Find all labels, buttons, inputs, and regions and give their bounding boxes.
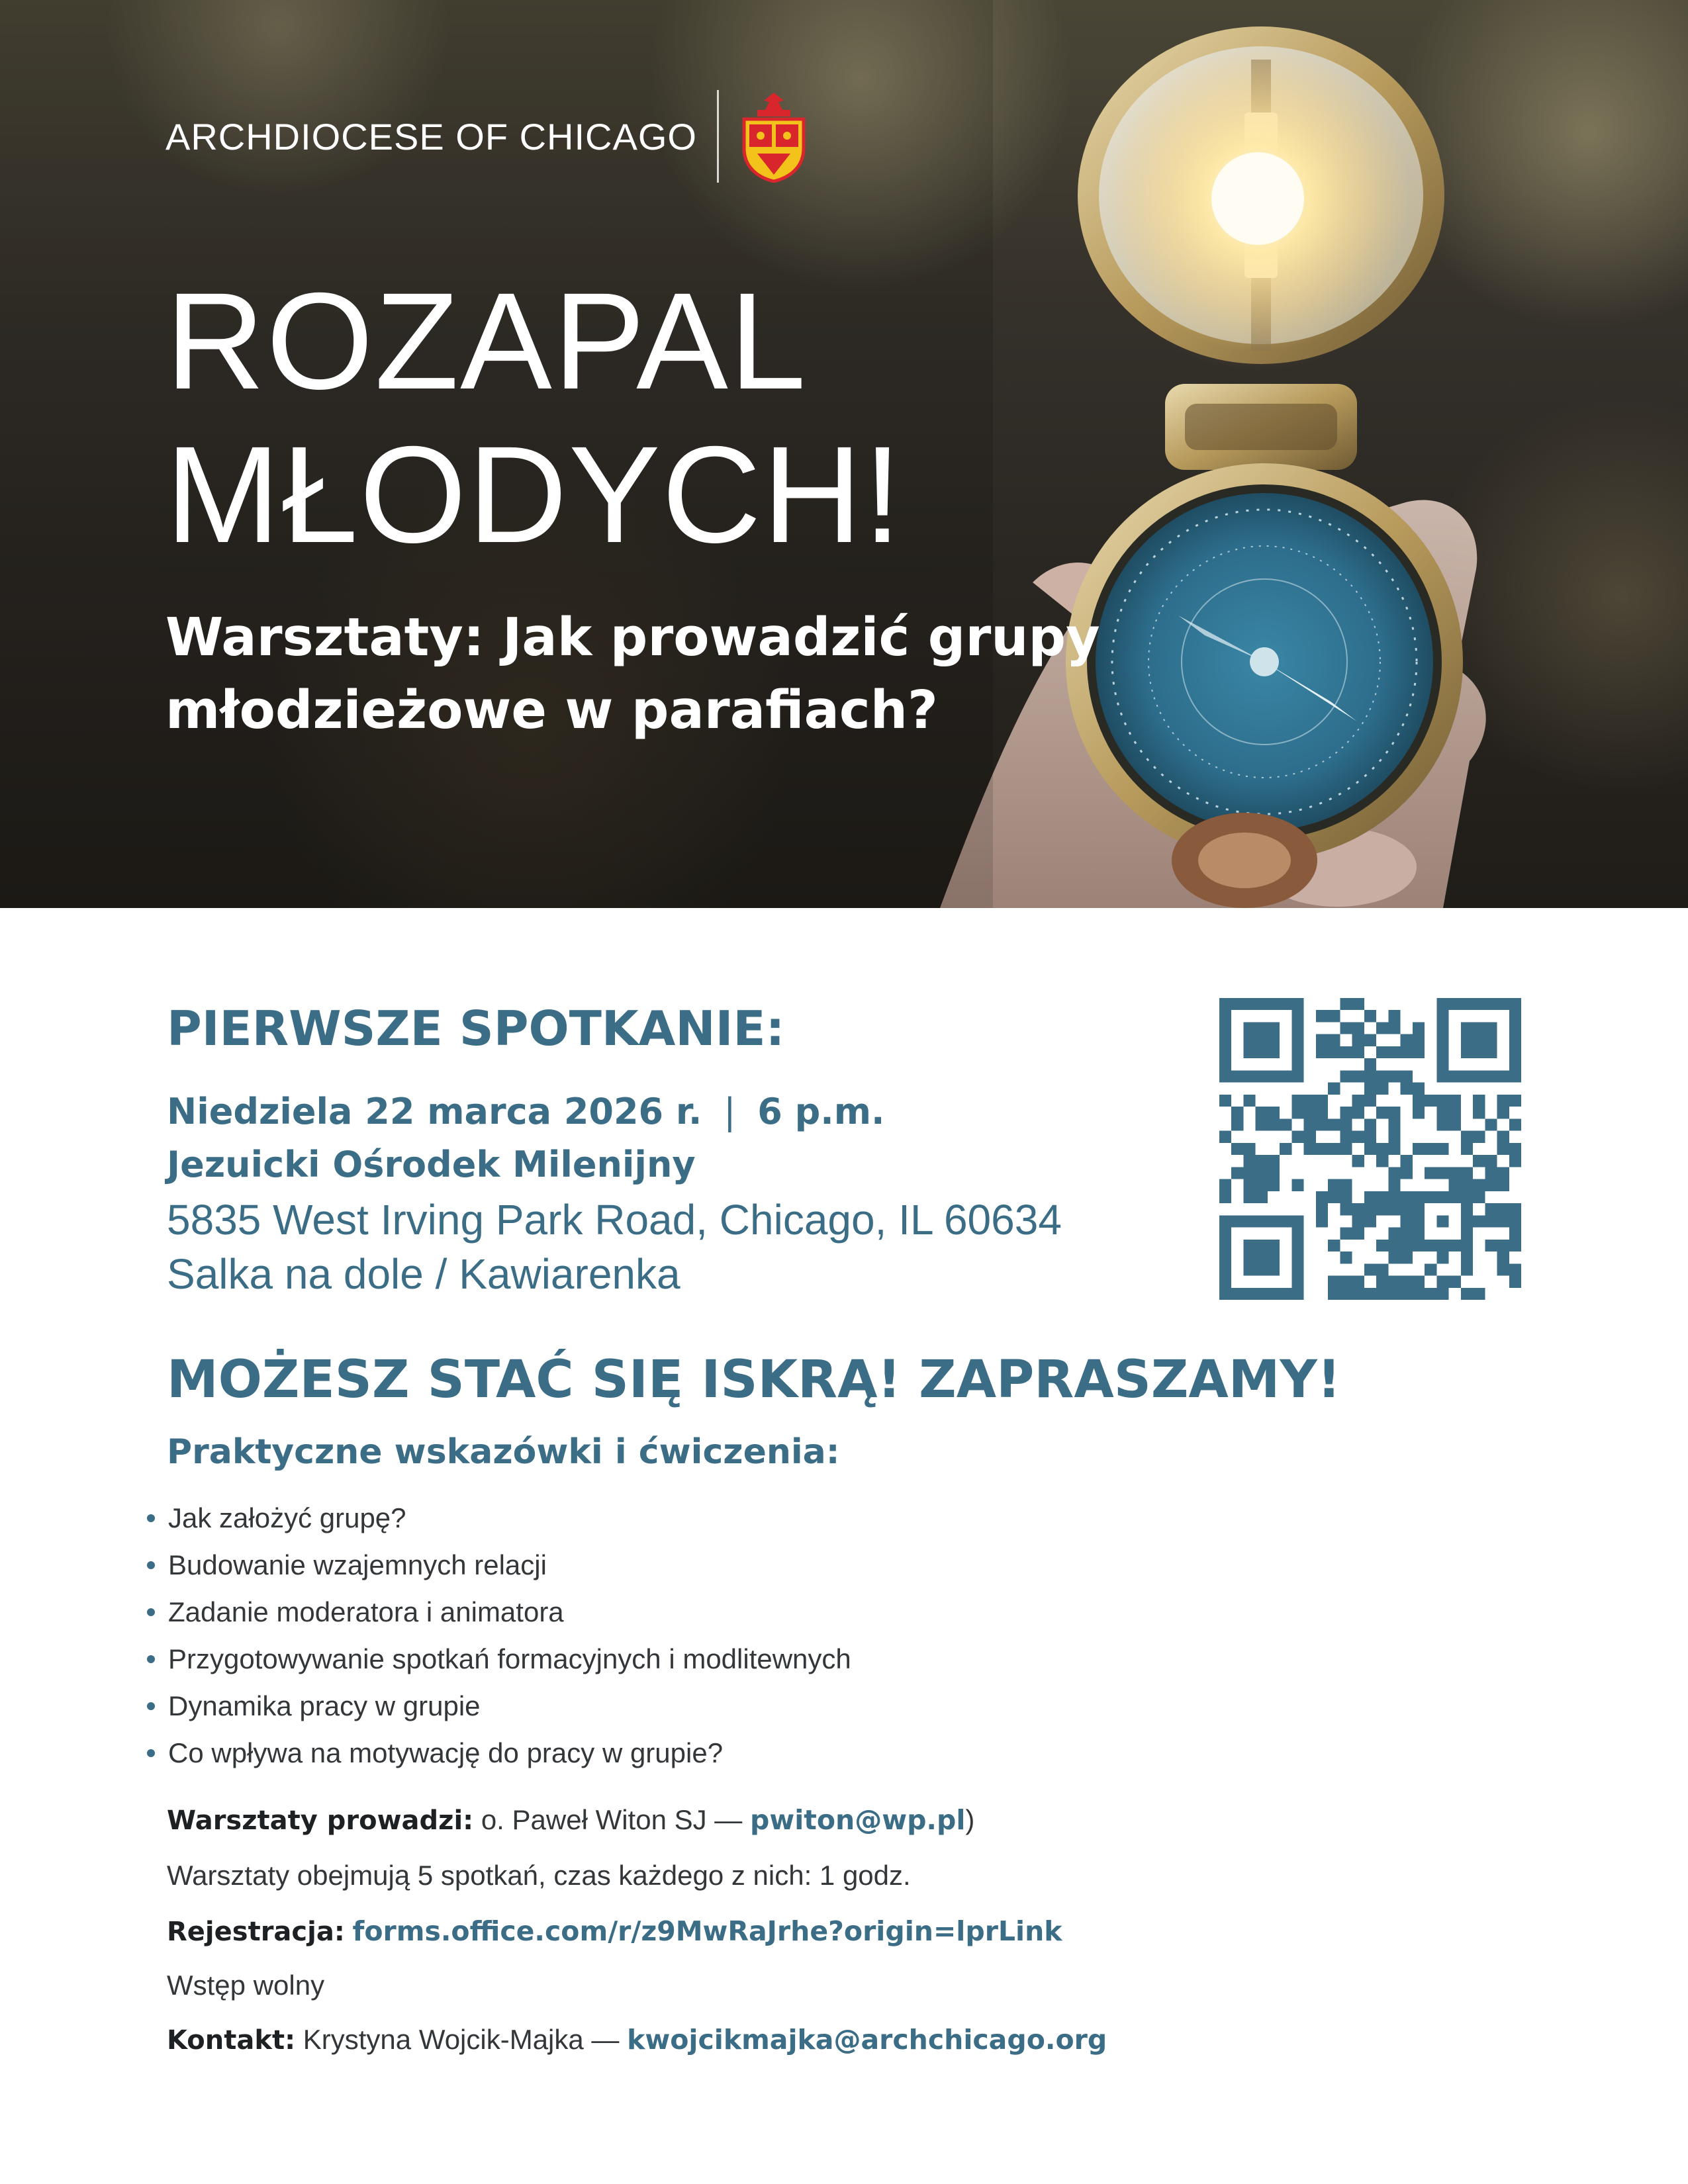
invite-heading: MOŻESZ STAĆ SIĘ ISKRĄ! ZAPRASZAMY! (167, 1350, 1341, 1410)
contact-email-link[interactable]: kwojcikmajka@archchicago.org (627, 2024, 1107, 2056)
list-item: Jak założyć grupę? (147, 1494, 851, 1541)
leader-email-link[interactable]: pwiton@wp.pl (749, 1804, 966, 1836)
meeting-address: 5835 West Irving Park Road, Chicago, IL 60634 (167, 1196, 1062, 1244)
subtitle-line-1: Warsztaty: Jak prowadzić grupy (165, 607, 1100, 668)
headline-line-2: MŁODYCH! (165, 418, 903, 572)
bullet-icon (147, 1749, 155, 1757)
archdiocese-crest-icon (737, 90, 810, 183)
meeting-date-time (167, 1091, 885, 1132)
organization-name: ARCHDIOCESE OF CHICAGO (165, 115, 697, 158)
leader-label: Warsztaty prowadzi: (167, 1805, 474, 1836)
list-item: Budowanie wzajemnych relacji (147, 1541, 851, 1588)
meeting-date: Niedziela 22 marca 2026 r. (167, 1091, 702, 1132)
workshop-subtitle (165, 601, 1100, 747)
headline-line-1: ROZAPAL (165, 265, 808, 418)
bullet-icon (147, 1702, 155, 1710)
sessions-info: Warsztaty obejmują 5 spotkań, czas każdego z nich: 1 godz. (167, 1860, 911, 1891)
list-item: Przygotowywanie spotkań formacyjnych i modlitewnych (147, 1635, 851, 1682)
hero-banner (0, 0, 1688, 908)
meeting-room: Salka na dole / Kawiarenka (167, 1250, 680, 1298)
admission-info: Wstęp wolny (167, 1970, 325, 2001)
registration-line (167, 1915, 1062, 1947)
registration-link[interactable]: forms.office.com/r/z9MwRaJrhe?origin=lprLink (352, 1915, 1062, 1947)
meeting-venue: Jezuicki Ośrodek Milenijny (167, 1144, 696, 1185)
leader-name: o. Paweł Witon SJ — (473, 1804, 750, 1835)
logo-divider (717, 90, 719, 183)
contact-label: Kontakt: (167, 2025, 296, 2056)
logo-lockup (165, 90, 810, 183)
bullet-icon (147, 1561, 155, 1569)
leader-close: ) (965, 1804, 975, 1835)
date-time-separator: | (724, 1091, 736, 1132)
bullet-icon (147, 1655, 155, 1663)
list-item: Co wpływa na motywację do pracy w grupie? (147, 1729, 851, 1776)
bullet-icon (147, 1514, 155, 1522)
leader-line (167, 1804, 974, 1836)
contact-line (167, 2024, 1107, 2056)
list-item: Zadanie moderatora i animatora (147, 1588, 851, 1635)
topics-list (147, 1494, 851, 1776)
first-meeting-heading: PIERWSZE SPOTKANIE: (167, 1001, 785, 1056)
contact-name: Krystyna Wojcik-Majka — (295, 2024, 628, 2055)
qr-code[interactable] (1219, 998, 1521, 1300)
subtitle-line-2: młodzieżowe w parafiach? (165, 680, 938, 741)
meeting-time: 6 p.m. (757, 1091, 885, 1132)
headline (165, 265, 903, 572)
tips-subheading: Praktyczne wskazówki i ćwiczenia: (167, 1432, 840, 1472)
registration-label: Rejestracja: (167, 1917, 345, 1947)
list-item: Dynamika pracy w grupie (147, 1682, 851, 1729)
bullet-icon (147, 1608, 155, 1616)
